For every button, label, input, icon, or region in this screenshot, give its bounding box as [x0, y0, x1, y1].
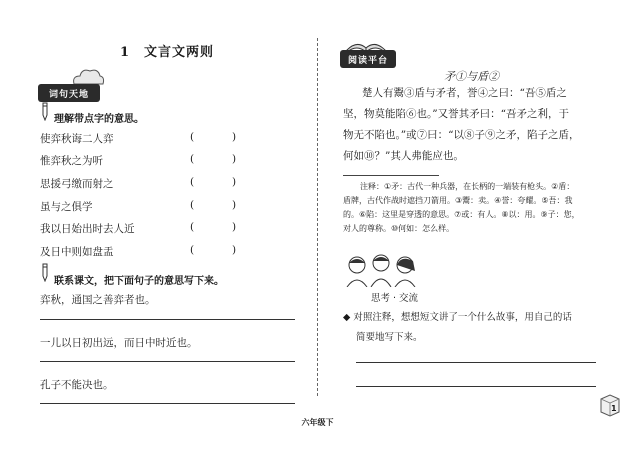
phrase-5: 我以日始出时去人近	[40, 223, 135, 235]
sentence-1: 弈秋，通国之善弈者也。	[40, 294, 156, 306]
answer-line[interactable]	[40, 403, 295, 404]
answer-paren-open: (	[190, 176, 195, 188]
answer-line[interactable]	[40, 319, 295, 320]
page-footer: 六年级下	[301, 418, 334, 427]
passage-line-4: 何如⑩？”其人弗能应也。	[343, 150, 464, 162]
answer-paren-open: (	[190, 131, 195, 143]
phrase-4: 虽与之俱学	[40, 201, 93, 213]
answer-line[interactable]	[40, 361, 295, 362]
page-divider	[317, 38, 318, 396]
think-title: 思考 · 交流	[371, 293, 419, 304]
notes-line-4: 对人的尊称。⑩何如：怎么样。	[343, 224, 455, 233]
passage-line-3: 物无不陷也。”或⑦曰：“以⑧子⑨之矛，陷子之盾，	[343, 129, 580, 141]
answer-paren-close: )	[232, 131, 237, 143]
notes-line-2: 盾牌，古代作战时遮挡刀箭用。③鬻：卖。④誉：夸耀。⑤吾：我	[343, 196, 573, 205]
pencil-icon	[40, 101, 50, 121]
sentence-3: 孔子不能决也。	[40, 379, 114, 391]
phrase-6: 及日中则如盘盂	[40, 246, 114, 258]
answer-line[interactable]	[356, 386, 596, 387]
question-line-2: 简要地写下来。	[356, 332, 423, 343]
question-line-1: ◆ 对照注释，想想短文讲了一个什么故事，用自己的话	[343, 312, 572, 323]
answer-paren-open: (	[190, 221, 195, 233]
answer-paren-close: )	[232, 176, 237, 188]
story-title: 矛①与盾②	[444, 70, 499, 83]
section-title-1: 理解带点字的意思。	[54, 114, 144, 125]
notes-line-3: 的。⑥陷：这里是穿透的意思。⑦或：有人。⑧以：用。⑨子：您，	[343, 210, 580, 219]
answer-paren-close: )	[232, 244, 237, 256]
section-badge-vocab: 词句天地	[38, 84, 100, 102]
page-number: 1	[611, 404, 617, 413]
answer-paren-close: )	[232, 199, 237, 211]
answer-paren-open: (	[190, 244, 195, 256]
notes-line-1: 注释：①矛：古代一种兵器，在长柄的一端装有枪头。②盾：	[360, 182, 575, 191]
notes-separator	[343, 175, 439, 176]
passage-line-1: 楚人有鬻③盾与矛者，誉④之曰：“吾⑤盾之	[362, 87, 567, 99]
sentence-2: 一儿以日初出远，而日中时近也。	[40, 337, 198, 349]
phrase-1: 使弈秋诲二人弈	[40, 133, 114, 145]
lesson-title: 1 文言文两则	[120, 45, 215, 60]
answer-paren-open: (	[190, 199, 195, 211]
passage-line-2: 坚，物莫能陷⑥也。”又誉其矛曰：“吾矛之利，于	[343, 108, 569, 120]
page-number-cube	[598, 392, 622, 418]
answer-line[interactable]	[356, 362, 596, 363]
section-title-2: 联系课文，把下面句子的意思写下来。	[54, 276, 224, 287]
phrase-3: 思援弓缴而射之	[40, 178, 114, 190]
answer-paren-open: (	[190, 153, 195, 165]
pencil-icon	[40, 262, 50, 282]
answer-paren-close: )	[232, 153, 237, 165]
section-badge-reading: 阅读平台	[340, 50, 396, 68]
phrase-2: 惟弈秋之为听	[40, 155, 103, 167]
answer-paren-close: )	[232, 221, 237, 233]
children-discussing-icon	[343, 253, 423, 287]
